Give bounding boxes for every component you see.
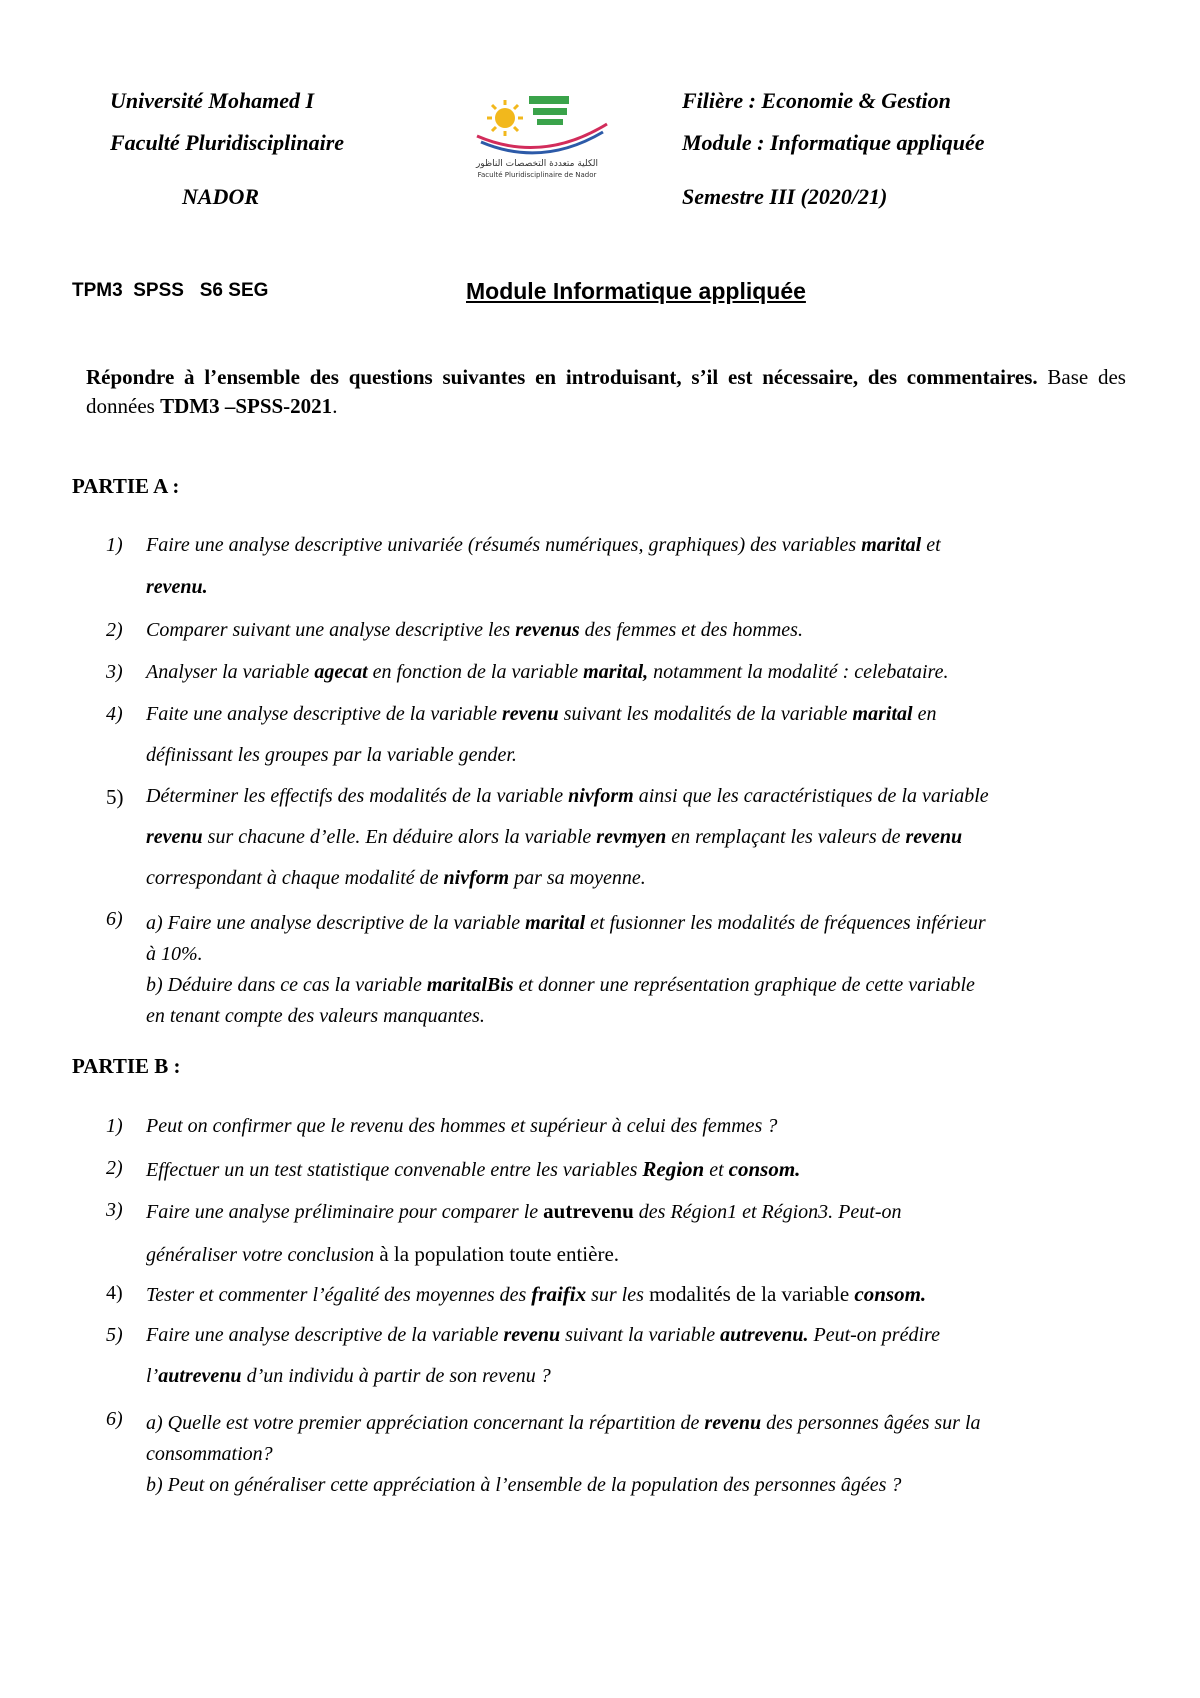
module-label: Module : Informatique appliquée: [682, 130, 985, 155]
instructions-paragraph: Répondre à l’ensemble des questions suivantes en introduisant, s’il est nécessaire, des commentaires. Base des données TDM3 –SPSS-2021.: [86, 365, 1126, 418]
tp-code: TPM3 SPSS S6 SEG: [72, 280, 269, 301]
instructions-bold: Répondre à l’ensemble des questions suivantes en introduisant, s’il est nécessaire, des commentaires.: [86, 365, 1038, 389]
faculty-name: Faculté Pluridisciplinaire: [110, 130, 345, 155]
question-b5: 5) Faire une analyse descriptive de la variable revenu suivant la variable autrevenu. Peut-on prédire l’autrevenu d’un individu à partir de son revenu ?: [106, 1324, 940, 1387]
question-b3: 3) Faire une analyse préliminaire pour comparer le autrevenu des Région1 et Région3. Peut-on généraliser votre conclusion à la population toute entière.: [106, 1199, 902, 1266]
question-a6: 6) a) Faire une analyse descriptive de la variable marital et fusionner les modalités de fréquences inférieur à 10%. b) Déduire dans ce cas la variable maritalBis et donner une représentation graphique de cette variable en tenant compte des valeurs manquantes.: [106, 908, 986, 1027]
city-name: NADOR: [182, 184, 260, 209]
question-a1: 1) Faire une analyse descriptive univariée (résumés numériques, graphiques) des variables marital et revenu.: [106, 534, 941, 598]
sun-icon: [487, 100, 523, 136]
question-a4: 4) Faite une analyse descriptive de la variable revenu suivant les modalités de la variable marital en définissant les groupes par la variable gender.: [106, 703, 937, 766]
svg-text:Faculté Pluridisciplinaire de: Faculté Pluridisciplinaire de Nador: [477, 171, 597, 179]
question-b2: 2) Effectuer un un test statistique convenable entre les variables Region et consom.: [106, 1157, 801, 1181]
question-a5: 5) Déterminer les effectifs des modalités de la variable nivform ainsi que les caractéristiques de la variable revenu sur chacune d’elle. En déduire alors la variable revmyen en remplaçant les valeurs de revenu correspondant à chaque modalité de nivform par sa moyenne.: [106, 785, 989, 889]
question-b4: 4) Tester et commenter l’égalité des moyennes des fraifix sur les modalités de la variable consom.: [106, 1282, 927, 1306]
question-b6: 6) a) Quelle est votre premier appréciation concernant la répartition de revenu des personnes âgées sur la consommation? b) Peut on généraliser cette appréciation à l’ensemble de la population des personnes âgées ?: [106, 1408, 981, 1496]
question-a3: 3) Analyser la variable agecat en fonction de la variable marital, notamment la modalité : celebataire.: [106, 661, 949, 683]
semestre-label: Semestre III (2020/21): [682, 184, 888, 209]
partie-a-title: PARTIE A :: [72, 474, 180, 498]
university-logo: [457, 84, 617, 194]
university-name: Université Mohamed I: [110, 88, 315, 113]
module-title: Module Informatique appliquée: [466, 278, 806, 304]
dataset-name: TDM3 –SPSS-2021: [160, 394, 333, 418]
question-b1: 1) Peut on confirmer que le revenu des hommes et supérieur à celui des femmes ?: [106, 1115, 778, 1137]
filiere-label: Filière : Economie & Gestion: [682, 88, 951, 113]
svg-text:الكلية متعددة التخصصات الناظور: الكلية متعددة التخصصات الناظور: [475, 159, 599, 169]
instructions-plain: Base des données: [86, 365, 1126, 418]
question-a2: 2) Comparer suivant une analyse descriptive les revenus des femmes et des hommes.: [106, 619, 803, 641]
partie-b-title: PARTIE B :: [72, 1054, 181, 1078]
